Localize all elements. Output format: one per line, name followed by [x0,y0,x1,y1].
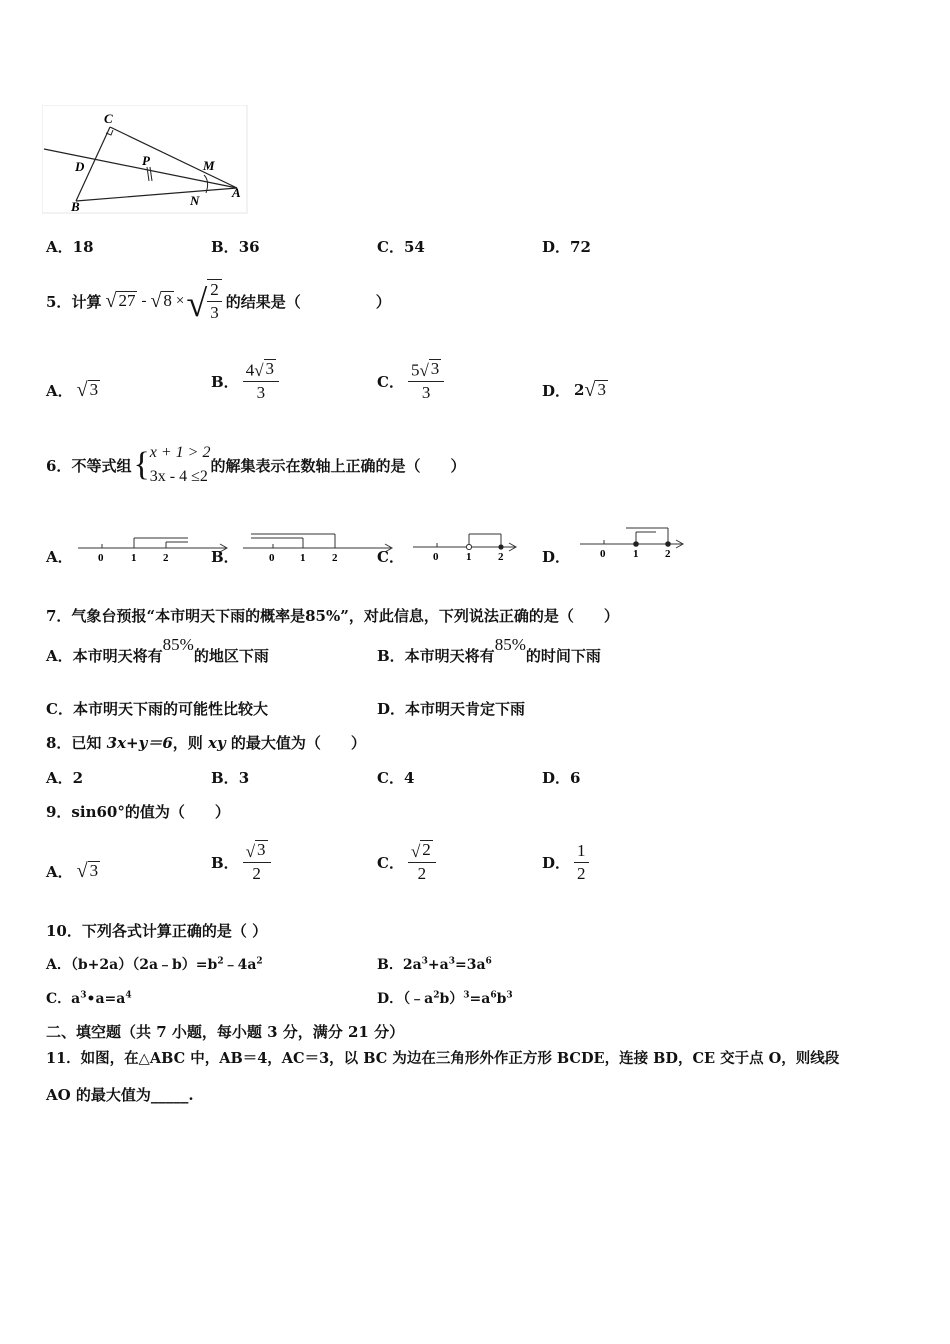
q6-option-c[interactable]: C． 0 1 2 [377,530,527,564]
q6-option-b[interactable]: B． 0 1 2 [211,530,361,564]
q5-option-a[interactable]: A． √ 3 [46,379,99,401]
q6-ineq-1: x + 1 > 2 [149,444,211,461]
svg-text:1: 1 [300,552,306,564]
geometry-figure [42,105,252,217]
q8-stem: 8．已知 3x+y＝6，则 xy 的最大值为（ ） [46,734,366,752]
q7-option-a[interactable]: A．本市明天将有 85% 的地区下雨 [46,635,269,665]
q9-option-a[interactable]: A． √ 3 [46,860,99,882]
q5-option-c[interactable]: C． 5 √ 3 3 [377,355,444,407]
svg-text:0: 0 [433,551,439,563]
q10-option-b[interactable]: B．$2a^3+a^3=3a^6$ [377,956,492,973]
q11-line-1: 11．如图，在△ABC 中，AB＝4，AC＝3，以 BC 为边在三角形外作正方形 BCDE，连接 BD，CE 交于点 O，则线段 [46,1050,840,1067]
section-2-title: 二、填空题（共 7 小题，每小题 3 分，满分 21 分） [46,1023,405,1041]
q5-option-d[interactable]: D． 2 √ 3 [542,379,606,401]
q7-option-b[interactable]: B．本市明天将有 85% 的时间下雨 [377,635,601,665]
q4-option-a[interactable]: A．18 [46,238,94,256]
q6-stem: 6． 不等式组 { x + 1 > 2 3x - 4 ≤2 的解集表示在数轴上正确的是（ ） [46,438,466,492]
q4-option-c[interactable]: C．54 [377,238,425,256]
svg-text:2: 2 [498,551,504,563]
q10-option-d[interactable]: D．$(﹣a^2b)^3=a^6b^3$ [377,990,513,1007]
label-a: A [232,185,241,200]
q6-ineq-2: 3x - 4 ≤2 [149,468,208,485]
svg-text:2: 2 [332,552,338,564]
q7-stem: 7．气象台预报“本市明天下雨的概率是85%”，对此信息，下列说法正确的是（ ） [46,607,619,625]
q6-option-a[interactable]: A． 0 1 2 [46,530,196,564]
label-m: M [203,158,215,173]
q4-option-d[interactable]: D．72 [542,238,591,256]
svg-text:2: 2 [665,548,671,560]
q8-option-b[interactable]: B．3 [211,769,250,787]
svg-text:0: 0 [269,552,275,564]
q9-option-d[interactable]: D． $\frac{1}{2}$ [542,836,589,888]
label-d: D [75,159,85,174]
q10-option-c[interactable]: C．$a^3•a=a^4$ [46,990,132,1007]
q9-stem: 9．sin60°的值为（ ） [46,803,230,821]
q10-option-a[interactable]: A．$(b+2a)(2a﹣b)=b^2﹣4a^2$ [46,956,263,973]
q9-option-c[interactable]: C． √ 2 2 [377,836,436,888]
label-b: B [71,199,80,214]
label-n: N [190,193,200,208]
q8-option-d[interactable]: D．6 [542,769,581,787]
q7-option-d[interactable]: D．本市明天肯定下雨 [377,700,526,718]
q7-option-c[interactable]: C．本市明天下雨的可能性比较大 [46,700,268,718]
label-p: P [142,153,150,168]
svg-text:0: 0 [98,552,104,564]
label-c: C [104,111,113,126]
q4-option-b[interactable]: B．36 [211,238,260,256]
q8-option-a[interactable]: A．2 [46,769,84,787]
q5-stem: 5． 计算 √ 27 - √ 8 × √ $\frac{2}{3}$ 的结果是（ ） [46,280,391,325]
svg-text:1: 1 [466,551,472,563]
q5-option-b[interactable]: B． 4 √ 3 3 [211,355,279,407]
q9-option-b[interactable]: B． √ 3 2 [211,836,271,888]
q8-option-c[interactable]: C．4 [377,769,415,787]
q10-stem: 10．下列各式计算正确的是（ ） [46,922,268,940]
q6-option-d[interactable]: D． 0 1 2 [542,524,692,564]
q11-line-2: AO 的最大值为_____. [46,1086,194,1104]
svg-text:1: 1 [131,552,137,564]
svg-text:0: 0 [600,548,606,560]
svg-text:2: 2 [163,552,169,564]
svg-text:1: 1 [633,548,639,560]
